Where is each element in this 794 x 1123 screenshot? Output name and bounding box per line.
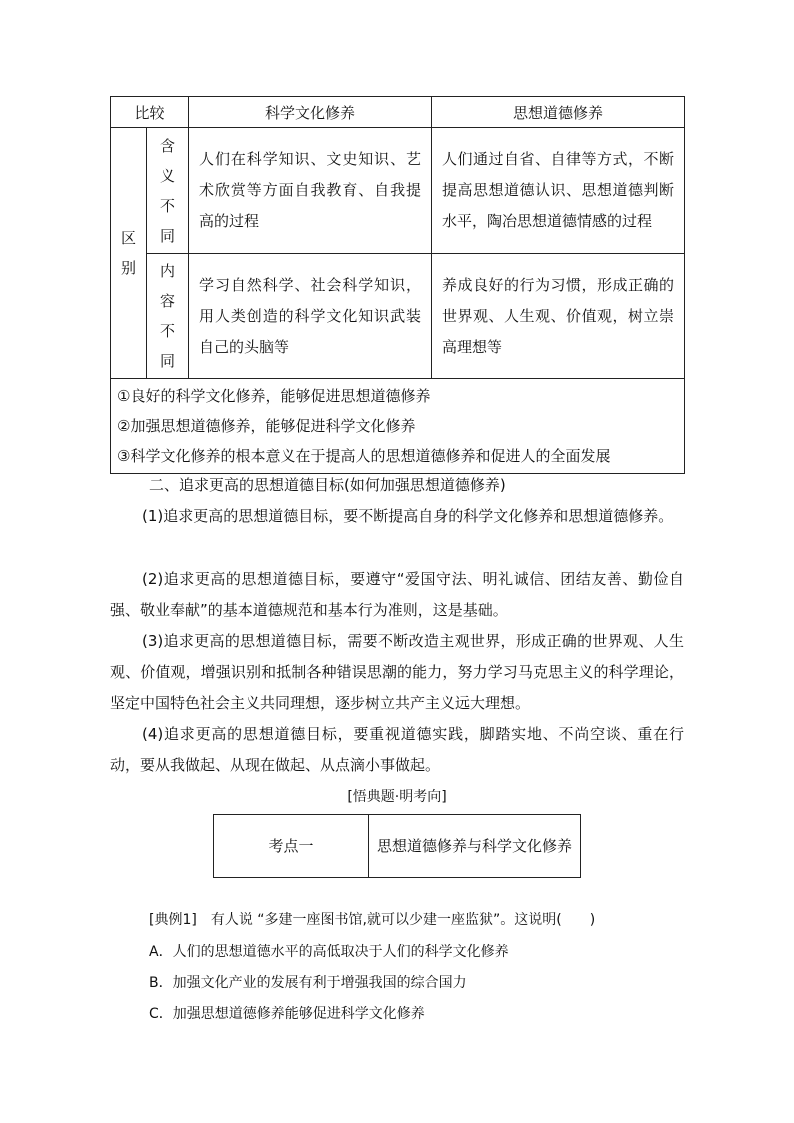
table-row — [111, 254, 685, 379]
key-point-table — [213, 814, 581, 878]
relation-notes — [111, 379, 685, 474]
cell-science-meaning: 人们在科学知识、文史知识、艺术欣赏等方面自我教育、自我提高的过程 — [189, 128, 432, 254]
header-compare: 比较 — [111, 97, 189, 128]
note-1: ①良好的科学文化修养，能够促进思想道德修养 — [117, 387, 431, 405]
key-point-title: 思想道德修养与科学文化修养 — [369, 815, 581, 878]
paragraph-2: (2)追求更高的思想道德目标，要遵守“爱国守法、明礼诚信、团结友善、勤俭自强、敬业奉献”的基本道德规范和基本行为准则，这是基础。 — [110, 570, 684, 619]
group-label-text: 区 别 — [120, 229, 136, 277]
key-point-label: 考点一 — [214, 815, 369, 878]
table-header-row — [111, 97, 685, 128]
option-c: C．加强思想道德修养能够促进科学文化修养 — [149, 1006, 425, 1022]
example-question: [典例1] 有人说 “多建一座图书馆,就可以少建一座监狱”。这说明( ) — [149, 912, 596, 928]
comparison-table — [110, 96, 685, 474]
cell-morality-content: 养成良好的行为习惯，形成正确的世界观、人生观、价值观，树立崇高理想等 — [432, 254, 685, 379]
table-row — [111, 128, 685, 254]
row-label-meaning — [147, 128, 189, 254]
paragraph-3: (3)追求更高的思想道德目标，需要不断改造主观世界，形成正确的世界观、人生观、价值观，增强识别和抵制各种错误思潮的能力，努力学习马克思主义的科学理论，坚定中国特色社会主义共同理想，逐步树立共产主义远大理想。 — [110, 632, 684, 712]
header-ideology-morality: 思想道德修养 — [432, 97, 685, 128]
cell-science-content: 学习自然科学、社会科学知识，用人类创造的科学文化知识武装自己的头脑等 — [189, 254, 432, 379]
paragraph-1: (1)追求更高的思想道德目标，要不断提高自身的科学文化修养和思想道德修养。 — [142, 507, 674, 525]
cell-morality-meaning: 人们通过自省、自律等方式，不断提高思想道德认识、思想道德判断水平，陶冶思想道德情感的过程 — [432, 128, 685, 254]
paragraph-4: (4)追求更高的思想道德目标，要重视道德实践，脚踏实地、不尚空谈、重在行动，要从我做起、从现在做起、从点滴小事做起。 — [110, 725, 684, 774]
focus-bracket-title: [悟典题·明考向] — [347, 789, 447, 805]
row-label-text: 内 容 不 同 — [160, 262, 176, 370]
row-label-content — [147, 254, 189, 379]
row-label-text: 含 义 不 同 — [160, 136, 176, 245]
table-notes-row — [111, 379, 685, 474]
section-heading: 二、追求更高的思想道德目标(如何加强思想道德修养) — [149, 476, 506, 494]
key-point-row — [214, 815, 581, 878]
option-a: A．人们的思想道德水平的高低取决于人们的科学文化修养 — [149, 944, 509, 960]
note-3: ③科学文化修养的根本意义在于提高人的思想道德修养和促进人的全面发展 — [117, 447, 611, 465]
header-science-culture: 科学文化修养 — [189, 97, 432, 128]
note-2: ②加强思想道德修养，能够促进科学文化修养 — [117, 417, 416, 435]
option-b: B．加强文化产业的发展有利于增强我国的综合国力 — [149, 975, 467, 991]
group-label-difference — [111, 128, 147, 379]
